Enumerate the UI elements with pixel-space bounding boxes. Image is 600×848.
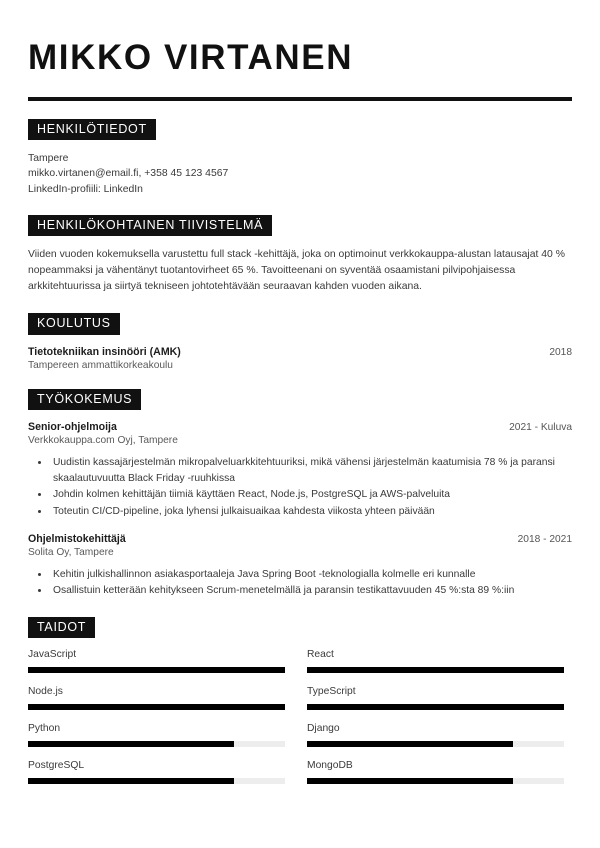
education-date: 2018: [549, 346, 572, 358]
skill-level-fill: [307, 741, 513, 747]
job-title: Ohjelmistokehittäjä: [28, 532, 126, 545]
contact-line: mikko.virtanen@email.fi, +358 45 123 4567: [28, 168, 229, 180]
section-heading-education: KOULUTUS: [28, 313, 120, 335]
page-title: MIKKO VIRTANEN: [28, 38, 354, 77]
job-title: Senior-ohjelmoija: [28, 421, 117, 434]
education-body: [28, 346, 572, 371]
experience-body: [28, 421, 572, 598]
skill-item: [28, 723, 285, 760]
education-entry-head: [28, 346, 572, 358]
job-date: 2021 - Kuluva: [509, 422, 572, 434]
job-bullet: • Toteutin CI/CD-pipeline, joka lyhensi julkaisuaikaa kahdesta viikosta yhteen päivään: [50, 504, 572, 519]
skill-label: Django: [307, 723, 340, 735]
skill-level-bar: [307, 741, 564, 747]
skill-level-bar: [307, 704, 564, 710]
summary-text: Viiden vuoden kokemuksella varustettu full stack -kehittäjä, joka on optimoinut verkkokauppa-alustan latausajat 40 % nopeammaksi ja vähentänyt tuotantovirheet 65 %. Tavoitteenani on syventää osaamistani pilvipohjaisessa arkkitehtuurissa ja siirtyä tekniseen johtotehtävään seuraavan kahden vuoden aikana.: [28, 249, 565, 293]
section-heading-summary: HENKILÖKOHTAINEN TIIVISTELMÄ: [28, 215, 272, 237]
skill-item: [28, 760, 285, 797]
skill-item: [28, 686, 285, 723]
skill-item: [28, 649, 285, 686]
skills-body: [28, 649, 572, 797]
education-entry: [28, 346, 572, 371]
skill-level-fill: [307, 667, 564, 673]
skill-item: [307, 686, 564, 723]
skills-grid: [28, 649, 572, 797]
job-bullets: [28, 567, 572, 599]
skill-level-fill: [28, 667, 285, 673]
skill-level-fill: [28, 741, 234, 747]
section-skills: [28, 617, 572, 798]
section-summary: [28, 215, 572, 296]
skill-label: Python: [28, 723, 61, 735]
skill-label: React: [307, 649, 334, 661]
contact-line: Tampere: [28, 153, 69, 165]
job-bullet: • Osallistuin ketterään kehitykseen Scrum-menetelmällä ja paransin testikattavuuden 45 %:sta 89 %:iin: [50, 583, 572, 598]
experience-entry: [28, 421, 572, 519]
summary-body: [28, 247, 572, 295]
skill-item: [307, 723, 564, 760]
experience-entry: [28, 533, 572, 599]
skill-level-bar: [28, 741, 285, 747]
job-bullet: • Uudistin kassajärjestelmän mikropalveluarkkitehtuuriksi, mikä vähensi järjestelmän kaatumisia 78 % ja paransi skaalautuvuutta Black Friday -ruuhkissa: [50, 455, 572, 486]
skill-label: PostgreSQL: [28, 760, 85, 772]
education-institution: Tampereen ammattikorkeakoulu: [28, 359, 173, 371]
skill-level-fill: [307, 778, 513, 784]
job-date: 2018 - 2021: [517, 533, 572, 545]
section-heading-experience: TYÖKOKEMUS: [28, 389, 141, 411]
skill-item: [307, 760, 564, 797]
skill-label: Node.js: [28, 686, 63, 698]
section-heading-skills: TAIDOT: [28, 617, 95, 639]
skill-level-fill: [28, 778, 234, 784]
skill-level-fill: [28, 704, 285, 710]
section-heading-contact: HENKILÖTIEDOT: [28, 119, 156, 141]
skill-level-bar: [307, 667, 564, 673]
job-company: Solita Oy, Tampere: [28, 546, 114, 558]
skill-label: TypeScript: [307, 686, 356, 698]
skill-label: JavaScript: [28, 649, 77, 661]
skill-label: MongoDB: [307, 760, 353, 772]
experience-entry-head: [28, 421, 572, 433]
experience-entry-head: [28, 533, 572, 545]
contact-line: LinkedIn-profiili: LinkedIn: [28, 183, 143, 195]
header-divider: [28, 97, 572, 101]
skill-level-bar: [28, 778, 285, 784]
skill-level-bar: [28, 704, 285, 710]
job-bullet: • Johdin kolmen kehittäjän tiimiä käyttäen React, Node.js, PostgreSQL ja AWS-palveluita: [50, 487, 572, 502]
skill-level-bar: [28, 667, 285, 673]
job-bullet: • Kehitin julkishallinnon asiakasportaaleja Java Spring Boot -teknologialla kolmelle eri kunnalle: [50, 567, 572, 582]
skill-level-bar: [307, 778, 564, 784]
contact-details: [28, 151, 572, 197]
section-education: [28, 313, 572, 371]
section-contact: [28, 119, 572, 197]
education-degree: Tietotekniikan insinööri (AMK): [28, 345, 181, 358]
section-experience: [28, 389, 572, 599]
job-company: Verkkokauppa.com Oyj, Tampere: [28, 435, 178, 447]
job-bullets: [28, 455, 572, 519]
skill-level-fill: [307, 704, 564, 710]
skill-item: [307, 649, 564, 686]
